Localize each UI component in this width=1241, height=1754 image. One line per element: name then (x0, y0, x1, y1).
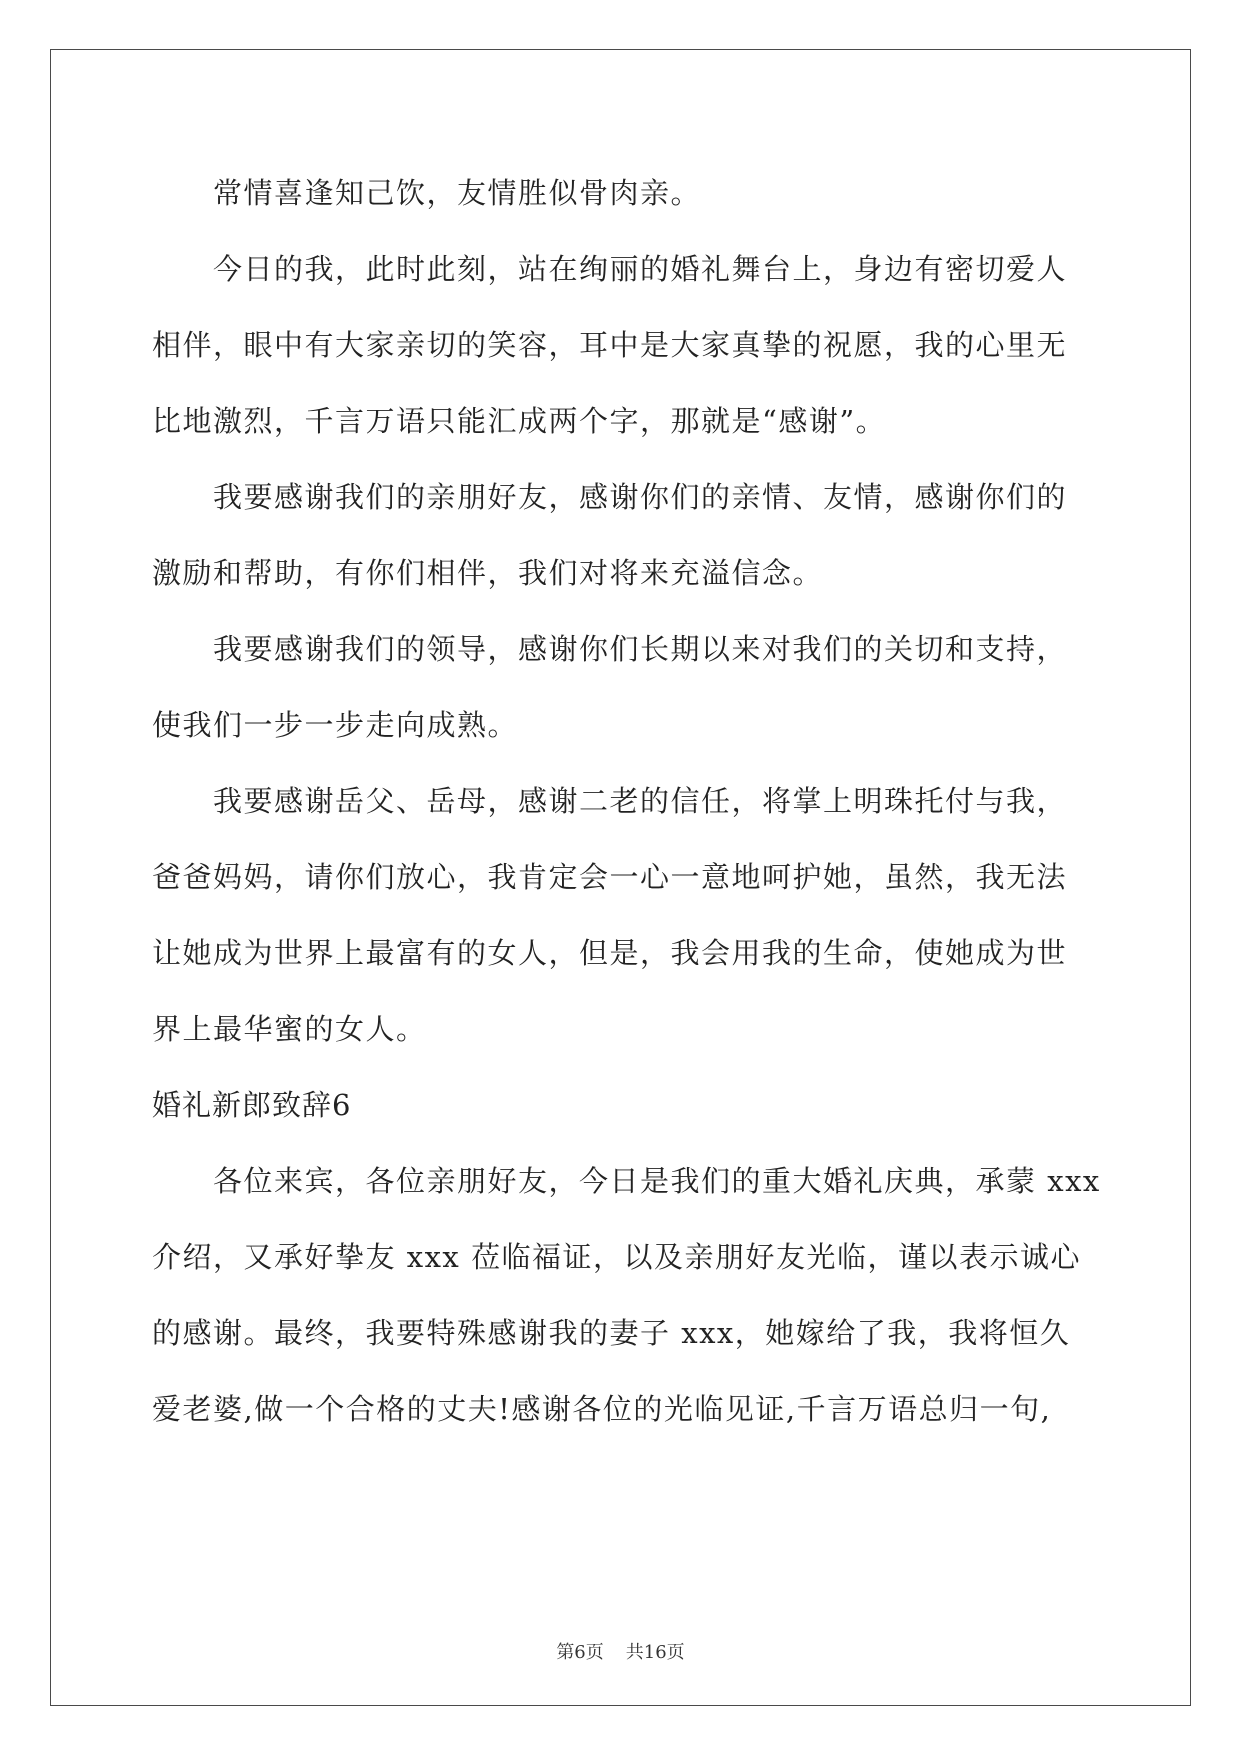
text-line: 的感谢。最终，我要特殊感谢我的妻子 xxx，她嫁给了我，我将恒久 (152, 1316, 1071, 1350)
text-line: 让她成为世界上最富有的女人，但是，我会用我的生命，使她成为世 (152, 936, 1068, 970)
document-body (152, 155, 1101, 1447)
section-heading: 婚礼新郎致辞6 (152, 1088, 352, 1122)
text-line: 介绍，又承好挚友 xxx 莅临福证，以及亲朋好友光临，谨以表示诚心 (152, 1240, 1082, 1274)
text-line: 常情喜逢知己饮，友情胜似骨肉亲。 (152, 176, 702, 210)
page-total: 共16页 (625, 1642, 685, 1663)
text-line: 我要感谢我们的领导，感谢你们长期以来对我们的关切和支持， (152, 632, 1068, 666)
text-line: 爱老婆,做一个合格的丈夫!感谢各位的光临见证,千言万语总归一句, (152, 1392, 1052, 1426)
text-line: 使我们一步一步走向成熟。 (152, 708, 519, 742)
text-line: 我要感谢岳父、岳母，感谢二老的信任，将掌上明珠托付与我， (152, 784, 1068, 818)
text-line: 比地激烈，千言万语只能汇成两个字，那就是“感谢”。 (152, 404, 887, 438)
text-line: 我要感谢我们的亲朋好友，感谢你们的亲情、友情，感谢你们的 (152, 480, 1068, 514)
page-footer (0, 1638, 1241, 1664)
page-number: 第6页 (556, 1642, 604, 1663)
text-line: 爸爸妈妈，请你们放心，我肯定会一心一意地呵护她，虽然，我无法 (152, 860, 1068, 894)
text-line: 相伴，眼中有大家亲切的笑容，耳中是大家真挚的祝愿，我的心里无 (152, 328, 1068, 362)
text-line: 各位来宾，各位亲朋好友，今日是我们的重大婚礼庆典，承蒙 xxx (152, 1164, 1101, 1198)
text-line: 激励和帮助，有你们相伴，我们对将来充溢信念。 (152, 556, 824, 590)
text-line: 界上最华蜜的女人。 (152, 1012, 427, 1046)
text-line: 今日的我，此时此刻，站在绚丽的婚礼舞台上，身边有密切爱人 (152, 252, 1068, 286)
